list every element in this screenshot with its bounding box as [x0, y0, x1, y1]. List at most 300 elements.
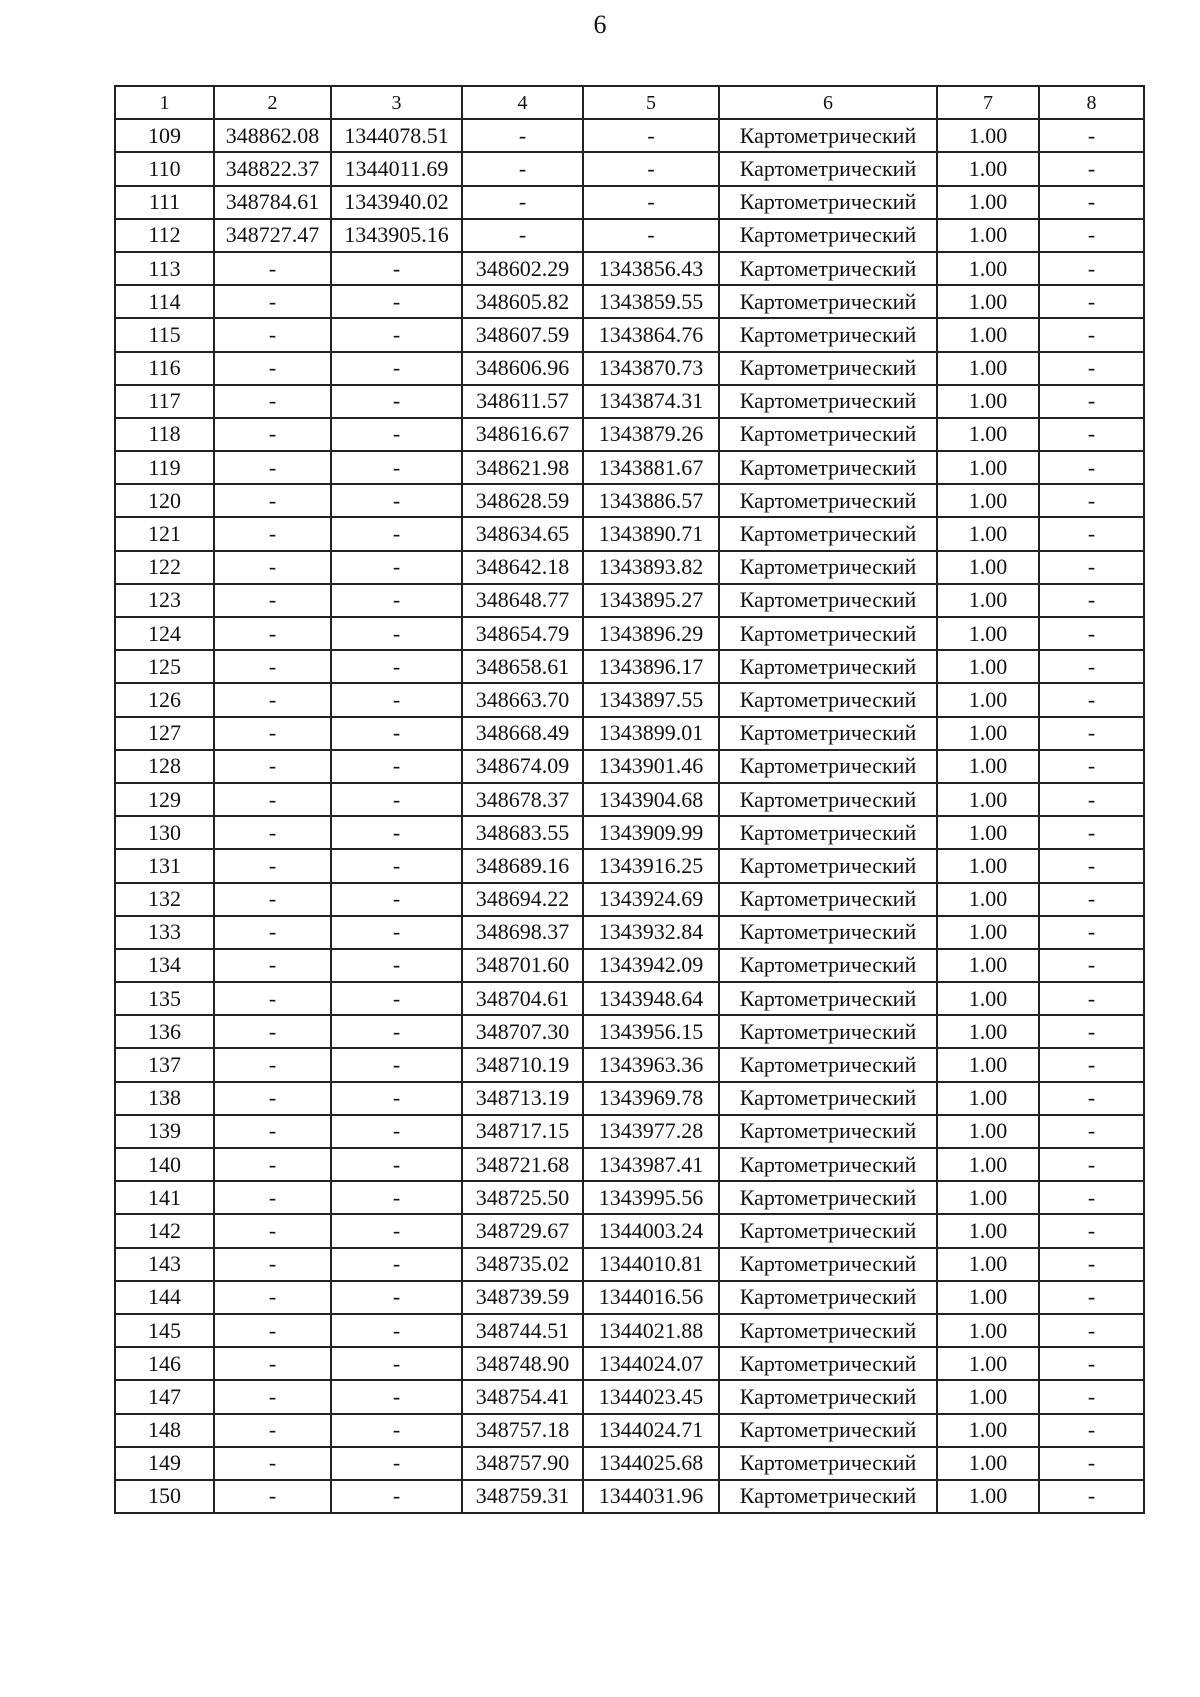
- table-cell: 126: [115, 683, 214, 716]
- table-cell: 139: [115, 1115, 214, 1148]
- table-cell: -: [1039, 252, 1144, 285]
- table-cell: -: [331, 883, 462, 916]
- table-cell: 1343956.15: [583, 1015, 719, 1048]
- table-cell: -: [331, 683, 462, 716]
- table-cell: 348729.67: [462, 1214, 583, 1247]
- table-cell: -: [331, 1015, 462, 1048]
- column-header: 8: [1039, 86, 1144, 119]
- table-cell: 348739.59: [462, 1281, 583, 1314]
- table-cell: -: [214, 1181, 331, 1214]
- table-cell: -: [1039, 219, 1144, 252]
- table-cell: 1343896.17: [583, 650, 719, 683]
- table-cell: 1.00: [937, 152, 1039, 185]
- table-row: [115, 1015, 1144, 1048]
- table-cell: 348605.82: [462, 285, 583, 318]
- table-cell: -: [214, 1248, 331, 1281]
- table-cell: -: [1039, 1181, 1144, 1214]
- table-cell: -: [214, 1015, 331, 1048]
- table-cell: 143: [115, 1248, 214, 1281]
- table-row: [115, 783, 1144, 816]
- table-cell: -: [214, 1347, 331, 1380]
- table-row: [115, 816, 1144, 849]
- table-cell: 1.00: [937, 949, 1039, 982]
- table-cell: 1.00: [937, 1281, 1039, 1314]
- table-row: [115, 750, 1144, 783]
- table-cell: -: [331, 584, 462, 617]
- table-cell: -: [1039, 683, 1144, 716]
- table-cell: 1343859.55: [583, 285, 719, 318]
- table-cell: 348654.79: [462, 617, 583, 650]
- table-cell: -: [1039, 352, 1144, 385]
- table-cell: 1343874.31: [583, 385, 719, 418]
- table-row: [115, 1447, 1144, 1480]
- table-cell: 134: [115, 949, 214, 982]
- table-cell: 1344024.71: [583, 1414, 719, 1447]
- table-cell: 113: [115, 252, 214, 285]
- table-cell: Картометрический: [719, 650, 937, 683]
- table-cell: -: [331, 352, 462, 385]
- table-row: [115, 1082, 1144, 1115]
- table-row: [115, 1414, 1144, 1447]
- table-cell: -: [1039, 849, 1144, 882]
- table-cell: -: [331, 750, 462, 783]
- table-cell: Картометрический: [719, 1414, 937, 1447]
- table-cell: 119: [115, 451, 214, 484]
- table-cell: 1343916.25: [583, 849, 719, 882]
- table-cell: Картометрический: [719, 1015, 937, 1048]
- table-cell: -: [331, 1214, 462, 1247]
- table-cell: -: [214, 683, 331, 716]
- table-cell: 130: [115, 816, 214, 849]
- table-row: [115, 1480, 1144, 1513]
- table-row: [115, 1181, 1144, 1214]
- table-body: [115, 86, 1144, 1513]
- table-cell: -: [1039, 883, 1144, 916]
- table-cell: 1343948.64: [583, 982, 719, 1015]
- table-cell: 132: [115, 883, 214, 916]
- table-cell: -: [214, 1281, 331, 1314]
- table-cell: 1.00: [937, 517, 1039, 550]
- table-cell: -: [214, 1447, 331, 1480]
- table-cell: Картометрический: [719, 318, 937, 351]
- table-cell: Картометрический: [719, 418, 937, 451]
- table-cell: -: [331, 1082, 462, 1115]
- table-row: [115, 119, 1144, 152]
- table-cell: Картометрический: [719, 252, 937, 285]
- table-cell: 1.00: [937, 1314, 1039, 1347]
- table-cell: -: [1039, 1214, 1144, 1247]
- table-cell: -: [214, 1480, 331, 1513]
- table-cell: Картометрический: [719, 451, 937, 484]
- table-cell: -: [214, 650, 331, 683]
- table-row: [115, 517, 1144, 550]
- table-cell: Картометрический: [719, 783, 937, 816]
- table-cell: Картометрический: [719, 1380, 937, 1413]
- table-cell: Картометрический: [719, 1347, 937, 1380]
- table-cell: Картометрический: [719, 849, 937, 882]
- table-cell: 138: [115, 1082, 214, 1115]
- table-cell: 1.00: [937, 352, 1039, 385]
- table-cell: 145: [115, 1314, 214, 1347]
- table-cell: 348717.15: [462, 1115, 583, 1148]
- table-cell: 348862.08: [214, 119, 331, 152]
- table-cell: 348759.31: [462, 1480, 583, 1513]
- table-cell: -: [214, 1115, 331, 1148]
- table-cell: Картометрический: [719, 717, 937, 750]
- table-cell: 348704.61: [462, 982, 583, 1015]
- table-cell: 1343963.36: [583, 1048, 719, 1081]
- table-cell: 117: [115, 385, 214, 418]
- table-row: [115, 1248, 1144, 1281]
- table-cell: -: [1039, 1082, 1144, 1115]
- table-cell: 120: [115, 484, 214, 517]
- table-cell: 1343890.71: [583, 517, 719, 550]
- table-cell: 1343969.78: [583, 1082, 719, 1115]
- table-cell: -: [214, 883, 331, 916]
- table-cell: -: [214, 1148, 331, 1181]
- table-cell: -: [1039, 1480, 1144, 1513]
- table-cell: 348784.61: [214, 186, 331, 219]
- table-row: [115, 318, 1144, 351]
- table-row: [115, 1148, 1144, 1181]
- table-cell: 147: [115, 1380, 214, 1413]
- table-cell: 1.00: [937, 916, 1039, 949]
- table-cell: 1.00: [937, 617, 1039, 650]
- table-cell: 1343895.27: [583, 584, 719, 617]
- table-cell: -: [331, 1380, 462, 1413]
- table-cell: -: [331, 517, 462, 550]
- table-cell: Картометрический: [719, 352, 937, 385]
- table-cell: 142: [115, 1214, 214, 1247]
- table-row: [115, 717, 1144, 750]
- table-cell: 1.00: [937, 650, 1039, 683]
- table-cell: -: [331, 1148, 462, 1181]
- table-cell: -: [214, 617, 331, 650]
- table-cell: -: [331, 385, 462, 418]
- table-cell: 1.00: [937, 883, 1039, 916]
- table-cell: 141: [115, 1181, 214, 1214]
- table-cell: -: [1039, 584, 1144, 617]
- table-cell: 115: [115, 318, 214, 351]
- table-cell: 1343904.68: [583, 783, 719, 816]
- table-cell: 348689.16: [462, 849, 583, 882]
- table-cell: Картометрический: [719, 1214, 937, 1247]
- table-cell: -: [1039, 418, 1144, 451]
- table-cell: 1.00: [937, 451, 1039, 484]
- table-cell: 348621.98: [462, 451, 583, 484]
- table-cell: -: [214, 982, 331, 1015]
- table-cell: -: [1039, 1414, 1144, 1447]
- table-row: [115, 617, 1144, 650]
- table-cell: 1343940.02: [331, 186, 462, 219]
- table-cell: 348710.19: [462, 1048, 583, 1081]
- table-cell: 348683.55: [462, 816, 583, 849]
- table-cell: 123: [115, 584, 214, 617]
- table-cell: 348634.65: [462, 517, 583, 550]
- table-cell: -: [331, 1480, 462, 1513]
- table-cell: 348642.18: [462, 551, 583, 584]
- table-row: [115, 451, 1144, 484]
- table-cell: 348754.41: [462, 1380, 583, 1413]
- table-cell: -: [331, 1115, 462, 1148]
- table-cell: 1.00: [937, 318, 1039, 351]
- table-cell: -: [1039, 318, 1144, 351]
- table-cell: 150: [115, 1480, 214, 1513]
- table-cell: -: [1039, 1347, 1144, 1380]
- table-cell: -: [214, 1214, 331, 1247]
- table-cell: Картометрический: [719, 617, 937, 650]
- table-cell: -: [1039, 1447, 1144, 1480]
- table-cell: -: [214, 551, 331, 584]
- table-cell: 348748.90: [462, 1347, 583, 1380]
- table-cell: 1.00: [937, 717, 1039, 750]
- table-cell: 348648.77: [462, 584, 583, 617]
- table-cell: 1.00: [937, 1447, 1039, 1480]
- table-cell: -: [214, 252, 331, 285]
- table-cell: 348698.37: [462, 916, 583, 949]
- table-cell: 1.00: [937, 1347, 1039, 1380]
- table-row: [115, 883, 1144, 916]
- table-row: [115, 1380, 1144, 1413]
- table-row: [115, 219, 1144, 252]
- table-cell: -: [331, 484, 462, 517]
- table-cell: -: [1039, 285, 1144, 318]
- table-cell: 1343886.57: [583, 484, 719, 517]
- table-cell: -: [214, 584, 331, 617]
- table-cell: 1.00: [937, 1115, 1039, 1148]
- table-cell: Картометрический: [719, 584, 937, 617]
- table-cell: 1.00: [937, 418, 1039, 451]
- table-cell: 348721.68: [462, 1148, 583, 1181]
- table-row: [115, 252, 1144, 285]
- table-cell: 122: [115, 551, 214, 584]
- table-cell: 1343856.43: [583, 252, 719, 285]
- table-cell: -: [331, 1314, 462, 1347]
- table-cell: -: [214, 1314, 331, 1347]
- table-cell: 149: [115, 1447, 214, 1480]
- table-cell: -: [1039, 617, 1144, 650]
- table-cell: 1.00: [937, 484, 1039, 517]
- table-cell: 1.00: [937, 1181, 1039, 1214]
- table-cell: -: [1039, 1115, 1144, 1148]
- table-cell: 348658.61: [462, 650, 583, 683]
- table-cell: 1343909.99: [583, 816, 719, 849]
- table-row: [115, 949, 1144, 982]
- table-cell: 1343896.29: [583, 617, 719, 650]
- table-cell: 1.00: [937, 219, 1039, 252]
- table-row: [115, 584, 1144, 617]
- table-cell: 348606.96: [462, 352, 583, 385]
- table-cell: 1343987.41: [583, 1148, 719, 1181]
- table-cell: 1.00: [937, 750, 1039, 783]
- table-cell: -: [331, 1248, 462, 1281]
- table-cell: -: [214, 849, 331, 882]
- table-cell: 1.00: [937, 385, 1039, 418]
- table-cell: 1343881.67: [583, 451, 719, 484]
- table-cell: 140: [115, 1148, 214, 1181]
- table-cell: -: [214, 451, 331, 484]
- table-cell: 116: [115, 352, 214, 385]
- table-cell: -: [1039, 1148, 1144, 1181]
- column-header: 1: [115, 86, 214, 119]
- table-cell: Картометрический: [719, 285, 937, 318]
- table-cell: -: [331, 551, 462, 584]
- table-cell: -: [1039, 982, 1144, 1015]
- table-header-row: [115, 86, 1144, 119]
- table-cell: -: [1039, 119, 1144, 152]
- table-cell: -: [331, 617, 462, 650]
- table-cell: 1343977.28: [583, 1115, 719, 1148]
- table-cell: 1344025.68: [583, 1447, 719, 1480]
- column-header: 2: [214, 86, 331, 119]
- table-cell: Картометрический: [719, 982, 937, 1015]
- table-cell: -: [1039, 152, 1144, 185]
- table-cell: Картометрический: [719, 219, 937, 252]
- table-row: [115, 650, 1144, 683]
- table-cell: 1.00: [937, 1214, 1039, 1247]
- table-cell: -: [214, 783, 331, 816]
- table-cell: -: [331, 318, 462, 351]
- table-cell: -: [1039, 1248, 1144, 1281]
- table-cell: 1344024.07: [583, 1347, 719, 1380]
- table-cell: Картометрический: [719, 385, 937, 418]
- table-cell: -: [1039, 717, 1144, 750]
- table-cell: -: [214, 1414, 331, 1447]
- table-cell: 1.00: [937, 1148, 1039, 1181]
- table-cell: -: [1039, 949, 1144, 982]
- table-cell: Картометрический: [719, 517, 937, 550]
- table-cell: 112: [115, 219, 214, 252]
- table-row: [115, 1115, 1144, 1148]
- table-cell: 348713.19: [462, 1082, 583, 1115]
- table-row: [115, 285, 1144, 318]
- table-cell: 1344016.56: [583, 1281, 719, 1314]
- table-cell: 1.00: [937, 285, 1039, 318]
- table-cell: 110: [115, 152, 214, 185]
- table-cell: 1.00: [937, 1082, 1039, 1115]
- table-cell: 1344031.96: [583, 1480, 719, 1513]
- table-cell: -: [331, 285, 462, 318]
- table-cell: 348663.70: [462, 683, 583, 716]
- table-cell: -: [1039, 551, 1144, 584]
- table-cell: 1343864.76: [583, 318, 719, 351]
- table-row: [115, 152, 1144, 185]
- table-cell: 1344078.51: [331, 119, 462, 152]
- table-cell: 1343932.84: [583, 916, 719, 949]
- table-cell: 111: [115, 186, 214, 219]
- table-cell: Картометрический: [719, 1447, 937, 1480]
- table-cell: 1344003.24: [583, 1214, 719, 1247]
- table-cell: 1343942.09: [583, 949, 719, 982]
- table-cell: 1.00: [937, 186, 1039, 219]
- table-cell: -: [1039, 451, 1144, 484]
- table-cell: -: [214, 352, 331, 385]
- table-cell: -: [214, 484, 331, 517]
- table-cell: -: [583, 186, 719, 219]
- table-cell: 348607.59: [462, 318, 583, 351]
- column-header: 3: [331, 86, 462, 119]
- table-cell: 1.00: [937, 982, 1039, 1015]
- table-cell: -: [214, 418, 331, 451]
- table-cell: 1.00: [937, 1380, 1039, 1413]
- table-cell: 146: [115, 1347, 214, 1380]
- table-cell: 1.00: [937, 584, 1039, 617]
- table-row: [115, 1281, 1144, 1314]
- table-cell: Картометрический: [719, 1048, 937, 1081]
- table-cell: -: [331, 1048, 462, 1081]
- table-cell: Картометрический: [719, 1480, 937, 1513]
- table-cell: 1344023.45: [583, 1380, 719, 1413]
- column-header: 4: [462, 86, 583, 119]
- table-cell: Картометрический: [719, 1115, 937, 1148]
- table-cell: -: [1039, 1380, 1144, 1413]
- table-row: [115, 1314, 1144, 1347]
- table-cell: 348757.18: [462, 1414, 583, 1447]
- table-row: [115, 849, 1144, 882]
- table-cell: -: [1039, 650, 1144, 683]
- table-cell: -: [214, 517, 331, 550]
- table-cell: 348616.67: [462, 418, 583, 451]
- table-cell: -: [331, 1347, 462, 1380]
- table-cell: 127: [115, 717, 214, 750]
- table-cell: 1.00: [937, 1048, 1039, 1081]
- table-row: [115, 982, 1144, 1015]
- table-cell: 348678.37: [462, 783, 583, 816]
- table-cell: 1.00: [937, 119, 1039, 152]
- table-cell: 137: [115, 1048, 214, 1081]
- table-cell: 348611.57: [462, 385, 583, 418]
- table-row: [115, 385, 1144, 418]
- table-row: [115, 186, 1144, 219]
- table-cell: -: [1039, 1281, 1144, 1314]
- table-cell: 348602.29: [462, 252, 583, 285]
- table-cell: -: [214, 318, 331, 351]
- coordinates-table: [114, 85, 1145, 1514]
- table-cell: -: [1039, 1048, 1144, 1081]
- table-cell: -: [214, 385, 331, 418]
- table-cell: 1343901.46: [583, 750, 719, 783]
- table-cell: 348822.37: [214, 152, 331, 185]
- table-cell: -: [331, 949, 462, 982]
- page-number: 6: [593, 10, 607, 39]
- table-cell: Картометрический: [719, 484, 937, 517]
- table-cell: 125: [115, 650, 214, 683]
- table-cell: 348694.22: [462, 883, 583, 916]
- table-cell: Картометрический: [719, 816, 937, 849]
- table-cell: Картометрический: [719, 683, 937, 716]
- table-cell: 1.00: [937, 1480, 1039, 1513]
- table-cell: -: [583, 152, 719, 185]
- table-row: [115, 1347, 1144, 1380]
- table-cell: 131: [115, 849, 214, 882]
- table-cell: Картометрический: [719, 186, 937, 219]
- table-cell: -: [214, 1048, 331, 1081]
- table-row: [115, 916, 1144, 949]
- table-cell: Картометрический: [719, 152, 937, 185]
- table-cell: -: [1039, 186, 1144, 219]
- table-cell: 121: [115, 517, 214, 550]
- table-cell: -: [462, 119, 583, 152]
- table-cell: 348725.50: [462, 1181, 583, 1214]
- table-cell: Картометрический: [719, 551, 937, 584]
- table-cell: 128: [115, 750, 214, 783]
- table-cell: 348668.49: [462, 717, 583, 750]
- table-cell: -: [1039, 1015, 1144, 1048]
- table-cell: -: [1039, 816, 1144, 849]
- table-cell: 1343897.55: [583, 683, 719, 716]
- table-cell: 348727.47: [214, 219, 331, 252]
- table-cell: -: [214, 750, 331, 783]
